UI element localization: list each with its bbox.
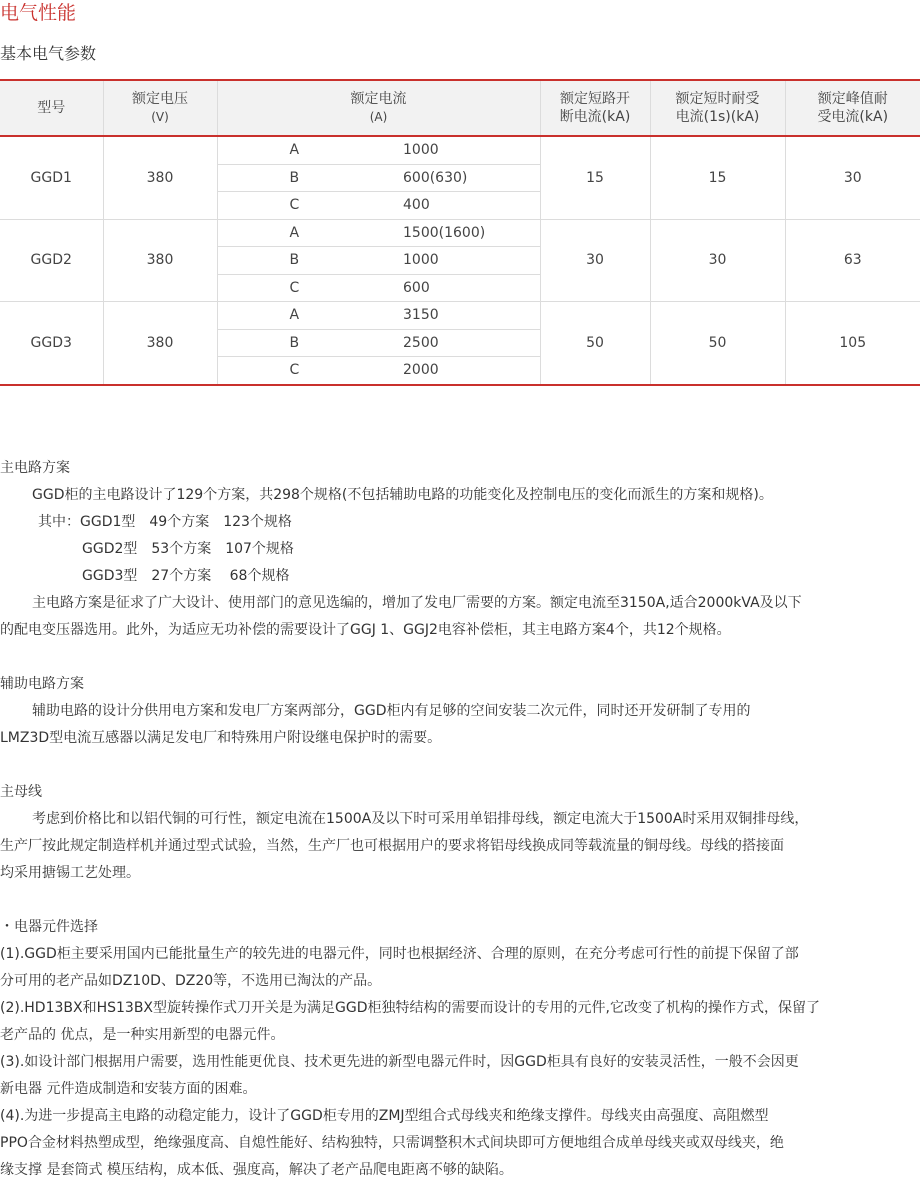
components-item: 分可用的老产品如DZ10D、DZ20等，不选用已淘汰的产品。: [0, 973, 382, 989]
current-letter-cell: A: [217, 302, 325, 330]
current-value-cell: 600: [325, 274, 540, 302]
main-circuit-paragraph: GGD柜的主电路设计了129个方案，共298个规格(不包括辅助电路的功能变化及控制电压的变化而派生的方案和规格)。: [32, 487, 773, 503]
voltage-cell: 380: [103, 302, 217, 385]
current-value-cell: 1500(1600): [325, 219, 540, 247]
main-circuit-heading: 主电路方案: [0, 460, 70, 476]
short-time-current-cell: 30: [650, 219, 785, 302]
main-circuit-paragraph: 的配电变压器选用。此外，为适应无功补偿的需要设计了GGJ 1、GGJ2电容补偿柜，其主电路方案4个，共12个规格。: [0, 622, 731, 638]
peak-current-cell: 30: [785, 136, 920, 219]
aux-circuit-paragraph: 辅助电路的设计分供用电方案和发电厂方案两部分，GGD柜内有足够的空间安装二次元件，同时还开发研制了专用的: [32, 703, 751, 719]
header-voltage: 额定电压 (V): [103, 80, 217, 136]
busbar-paragraph: 生产厂按此规定制造样机并通过型式试验，当然，生产厂也可根据用户的要求将铝母线换成同等载流量的铜母线。母线的搭接面: [0, 838, 784, 854]
breaking-current-cell: 15: [540, 136, 650, 219]
peak-current-cell: 105: [785, 302, 920, 385]
model-cell: GGD3: [0, 302, 103, 385]
table-row: [0, 136, 920, 164]
busbar-paragraph: 考虑到价格比和以铝代铜的可行性，额定电流在1500A及以下时可采用单铝排母线，额定电流大于1500A时采用双铜排母线，: [32, 811, 809, 827]
current-letter-cell: B: [217, 164, 325, 192]
page-title: 电气性能: [0, 2, 77, 24]
table-row: [0, 302, 920, 330]
components-item: 缘支撑 是套筒式 模压结构，成本低、强度高，解决了老产品爬电距离不够的缺陷。: [0, 1162, 513, 1178]
components-item: (1).GGD柜主要采用国内已能批量生产的较先进的电器元件，同时也根据经济、合理的原则，在充分考虑可行性的前提下保留了部: [0, 946, 799, 962]
components-item: 新电器 元件造成制造和安装方面的困难。: [0, 1081, 257, 1097]
current-letter-cell: C: [217, 192, 325, 220]
components-heading: ・电器元件选择: [0, 919, 98, 935]
header-peak-current: 额定峰值耐 受电流(kA): [785, 80, 920, 136]
description-content: [0, 455, 920, 1184]
aux-circuit-paragraph: LMZ3D型电流互感器以满足发电厂和特殊用户附设继电保护时的需要。: [0, 730, 442, 746]
table-header-row: [0, 80, 920, 136]
components-item: 老产品的 优点，是一种实用新型的电器元件。: [0, 1027, 285, 1043]
header-breaking-current: 额定短路开 断电流(kA): [540, 80, 650, 136]
header-short-time-current: 额定短时耐受 电流(1s)(kA): [650, 80, 785, 136]
current-value-cell: 2000: [325, 357, 540, 385]
current-letter-cell: C: [217, 357, 325, 385]
components-item: (2).HD13BX和HS13BX型旋转操作式刀开关是为满足GGD柜独特结构的需要而设计的专用的元件,它改变了机构的操作方式，保留了: [0, 1000, 820, 1016]
components-item: PPO合金材料热塑成型，绝缘强度高、自熄性能好、结构独特，只需调整积木式间块即可方便地组合成单母线夹或双母线夹，绝: [0, 1135, 784, 1151]
current-value-cell: 1000: [325, 247, 540, 275]
section-subtitle: 基本电气参数: [0, 44, 97, 63]
current-value-cell: 2500: [325, 329, 540, 357]
short-time-current-cell: 15: [650, 136, 785, 219]
table-row: [0, 219, 920, 247]
header-model: 型号: [0, 80, 103, 136]
busbar-heading: 主母线: [0, 784, 42, 800]
main-circuit-list-item: GGD3型 27个方案 68个规格: [82, 568, 290, 584]
model-cell: GGD2: [0, 219, 103, 302]
model-cell: GGD1: [0, 136, 103, 219]
main-circuit-paragraph: 主电路方案是征求了广大设计、使用部门的意见选编的，增加了发电厂需要的方案。额定电流至3150A,适合2000kVA及以下: [32, 595, 802, 611]
voltage-cell: 380: [103, 136, 217, 219]
aux-circuit-heading: 辅助电路方案: [0, 676, 84, 692]
short-time-current-cell: 50: [650, 302, 785, 385]
electrical-parameters-table: [0, 79, 920, 386]
breaking-current-cell: 50: [540, 302, 650, 385]
main-circuit-list-item: GGD2型 53个方案 107个规格: [82, 541, 294, 557]
busbar-paragraph: 均采用搪锡工艺处理。: [0, 865, 140, 881]
current-letter-cell: A: [217, 219, 325, 247]
peak-current-cell: 63: [785, 219, 920, 302]
voltage-cell: 380: [103, 219, 217, 302]
current-value-cell: 3150: [325, 302, 540, 330]
components-item: (4).为进一步提高主电路的动稳定能力，设计了GGD柜专用的ZMJ型组合式母线夹和绝缘支撑件。母线夹由高强度、高阻燃型: [0, 1108, 769, 1124]
breaking-current-cell: 30: [540, 219, 650, 302]
current-letter-cell: B: [217, 247, 325, 275]
components-item: (3).如设计部门根据用户需要，选用性能更优良、技术更先进的新型电器元件时，因GGD柜具有良好的安装灵活性，一般不会因更: [0, 1054, 799, 1070]
current-value-cell: 400: [325, 192, 540, 220]
current-letter-cell: B: [217, 329, 325, 357]
main-circuit-list-item: 其中：GGD1型 49个方案 123个规格: [38, 514, 292, 530]
current-value-cell: 1000: [325, 136, 540, 164]
current-value-cell: 600(630): [325, 164, 540, 192]
current-letter-cell: A: [217, 136, 325, 164]
current-letter-cell: C: [217, 274, 325, 302]
header-current: 额定电流 (A): [217, 80, 540, 136]
